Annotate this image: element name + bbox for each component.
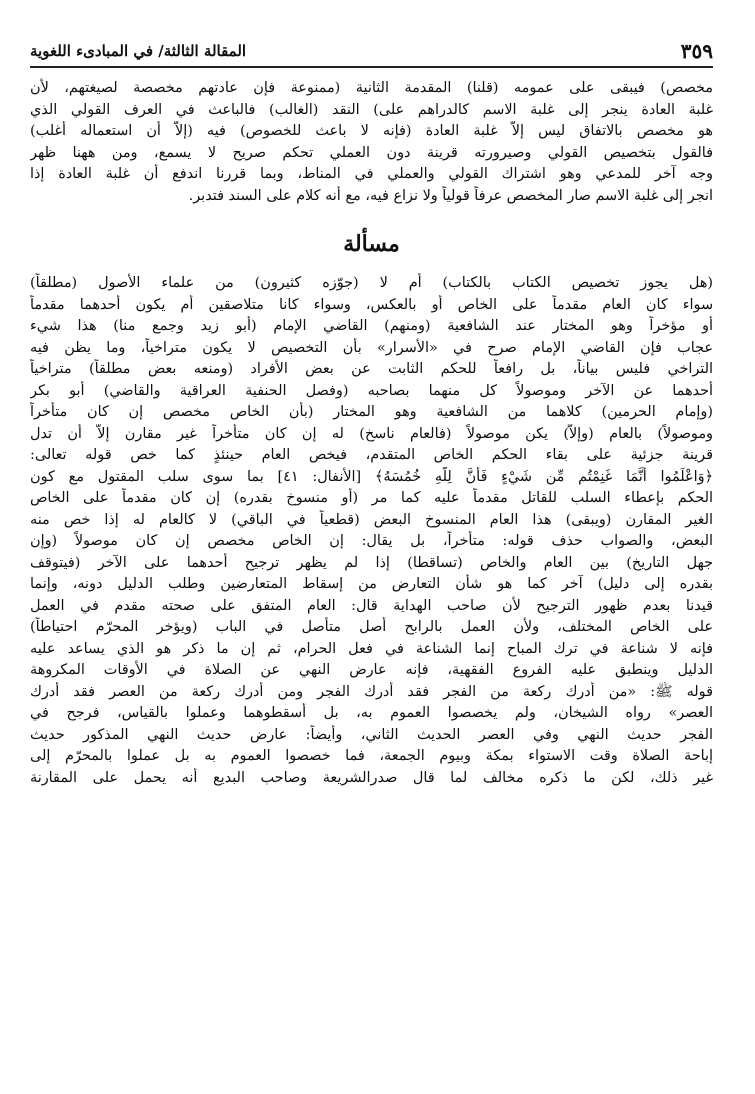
paragraph-2 bbox=[30, 273, 713, 789]
text-line: قوله ﷺ: «من أدرك ركعة من الفجر فقد أدرك الفجر ومن أدرك ركعة من العصر فقد أدرك bbox=[30, 683, 713, 700]
text-line: فإنه لا شناعة في ترك المباح إنما الشناعة في فعل الحرام، ثم إن ما ذكر هو الذي يساعد عليه bbox=[30, 640, 713, 657]
text-line: إباحة الصلاة وقت الاستواء بمكة وبيوم الجمعة، فما خصصوا العموم به بل عملوا بالمحرّم إلى bbox=[30, 748, 713, 764]
text-line: هو مخصص بالاتفاق ليس إلاّ غلبة العادة (فإنه لا باعث للخصوص) فيه (إلاّ أن استعماله أغلب) bbox=[30, 123, 713, 139]
text-line: انجر إلى غلبة الاسم صار المخصص عرفاً قولياً ولا نزاع فيه، مع أنه كلام على السند فتدبر. bbox=[188, 187, 713, 204]
text-line: جهل التاريخ) بين العام والخاص (تساقطا) إذا لم يظهر ترجيح أحدهما على الآخر (فيتوقف bbox=[30, 554, 713, 571]
text-line: قرينة جزئية على بقاء الحكم الخاص المتقدم، فيخص العام حينئذٍ كما خص قوله تعالى: bbox=[30, 447, 713, 463]
text-line: أحدهما عن الآخر وموصولاً كل منهما بصاحبه (وفصل الحنفية العراقية والقاضي) أبو بكر bbox=[30, 382, 713, 399]
text-line: وموصولاً) بالعام (وإلاّ) يكن موصولاً (فالعام ناسخ) له إن كان متأخراً غير مقارن إلاّ أن تدل bbox=[30, 425, 713, 442]
text-line: البعض، والصواب حذف قوله: متأخراً، بل يقال: إن الخاص مخصص إن كان موصولاً (وإن bbox=[30, 533, 713, 549]
text-line: أو مؤخراً وهو المختار عند الشافعية (ومنهم) القاضي الإمام (أبو زيد وجمع منا) هذا شيء bbox=[30, 318, 713, 334]
text-line: مخصص) فيبقى على عمومه (قلنا) المقدمة الثانية (ممنوعة فإن عادتهم مخصصة لصيغتهم، لأن bbox=[30, 80, 713, 96]
text-line: وجه آخر للمدعي وهو اشتراك القولي والعملي في المناط، وبما قررنا اندفع أن غلبة العادة إذا bbox=[30, 166, 713, 182]
text-line: فالقول بتخصيص القولي وصيرورته قرينة دون العملي تحكم صريح لا يسمع، ومن ههنا ظهر bbox=[30, 144, 713, 161]
text-line: العصر» رواه الشيخان، ولم يخصصوا العموم به، بل أسقطوهما وعملوا بالقياس، فرجح في bbox=[30, 705, 713, 721]
text-line: سواء كان العام مقدماً على الخاص أو بالعكس، وسواء كانا متلاصقين أم يكون أحدهما مقدماً bbox=[30, 296, 713, 313]
text-line: عجاب فإن القاضي الإمام صرح في «الأسرار» بأن التخصيص لا يكون متراخياً، وما يظن فيه bbox=[30, 339, 713, 356]
text-line: بقدره إلى دليل) آخر كما هو شأن التعارض من إسقاط المتعارضين وطلب الدليل دونه، وإنما bbox=[30, 576, 713, 592]
paragraph-1 bbox=[30, 78, 713, 207]
text-line: قيدنا بعدم ظهور الترجيح لأن صاحب الهداية قال: العام المتفق على صحته مقدم في العمل bbox=[30, 597, 713, 614]
page-body bbox=[30, 78, 713, 789]
text-line: غير ذلك، لكن ما ذكره مخالف لما قال صدرالشريعة وصاحب البديع أنه يحمل على المقارنة bbox=[30, 769, 713, 786]
text-line: (وإمام الحرمين) كلاهما من الشافعية وهو المختار (بأن الخاص مخصص إن كان متأخراً bbox=[30, 404, 713, 420]
section-heading: مسألة bbox=[343, 231, 400, 257]
text-line: (هل يجوز تخصيص الكتاب بالكتاب) أم لا (جوّزه كثيرون) من علماء الأصول (مطلقاً) bbox=[30, 275, 713, 291]
text-line: الفجر حديث النهي وفي العصر الحديث الثاني، وأيضاً: عارض حديث النهي المذكور حديث bbox=[30, 726, 713, 743]
page-header bbox=[30, 36, 713, 66]
header-rule bbox=[30, 66, 713, 68]
running-title: المقالة الثالثة/ في المبادىء اللغوية bbox=[30, 42, 247, 60]
text-line: ﴿وَاعْلَمُوا أَنَّمَا غَنِمْتُم مِّن شَيْءٍ فَأَنَّ لِلَّهِ خُمُسَهُ﴾ [الأنفال: ٤١] بما سوى سلب المقتول مع كون bbox=[30, 468, 713, 485]
text-line: على الخاص المختلف، ولأن العمل بالرابح أصل متأصل في الباب (ويؤخر المحرّم احتياطاً) bbox=[30, 619, 713, 635]
text-line: الغير المقارن (ويبقى) هذا العام المنسوخ البعض (قطعياً في الباقي) لا كالعام له إذا خص منه bbox=[30, 511, 713, 528]
text-line: التراخي فليس بياناً، بل رافعاً للحكم الثابت عن بعض الأفراد (ومنعه بعض مطلقاً) متراخياً bbox=[30, 361, 713, 377]
text-line: الحكم بإعطاء السلب للقاتل مقدماً عليه كما مر (أو منسوخ بقدره) إن كان مقدماً على الخاص bbox=[30, 490, 713, 506]
page-number: ٣٥٩ bbox=[680, 39, 713, 63]
text-line: غلبة العادة ينجر إلى غلبة الاسم كالدراهم على) النقد (الغالب) فالباعث في العرف القولي الذي bbox=[30, 101, 713, 118]
text-line: الدليل وينطبق عليه الفروع الفقهية، فإنه عارض النهي عن الصلاة في الأوقات المكروهة bbox=[30, 662, 713, 678]
